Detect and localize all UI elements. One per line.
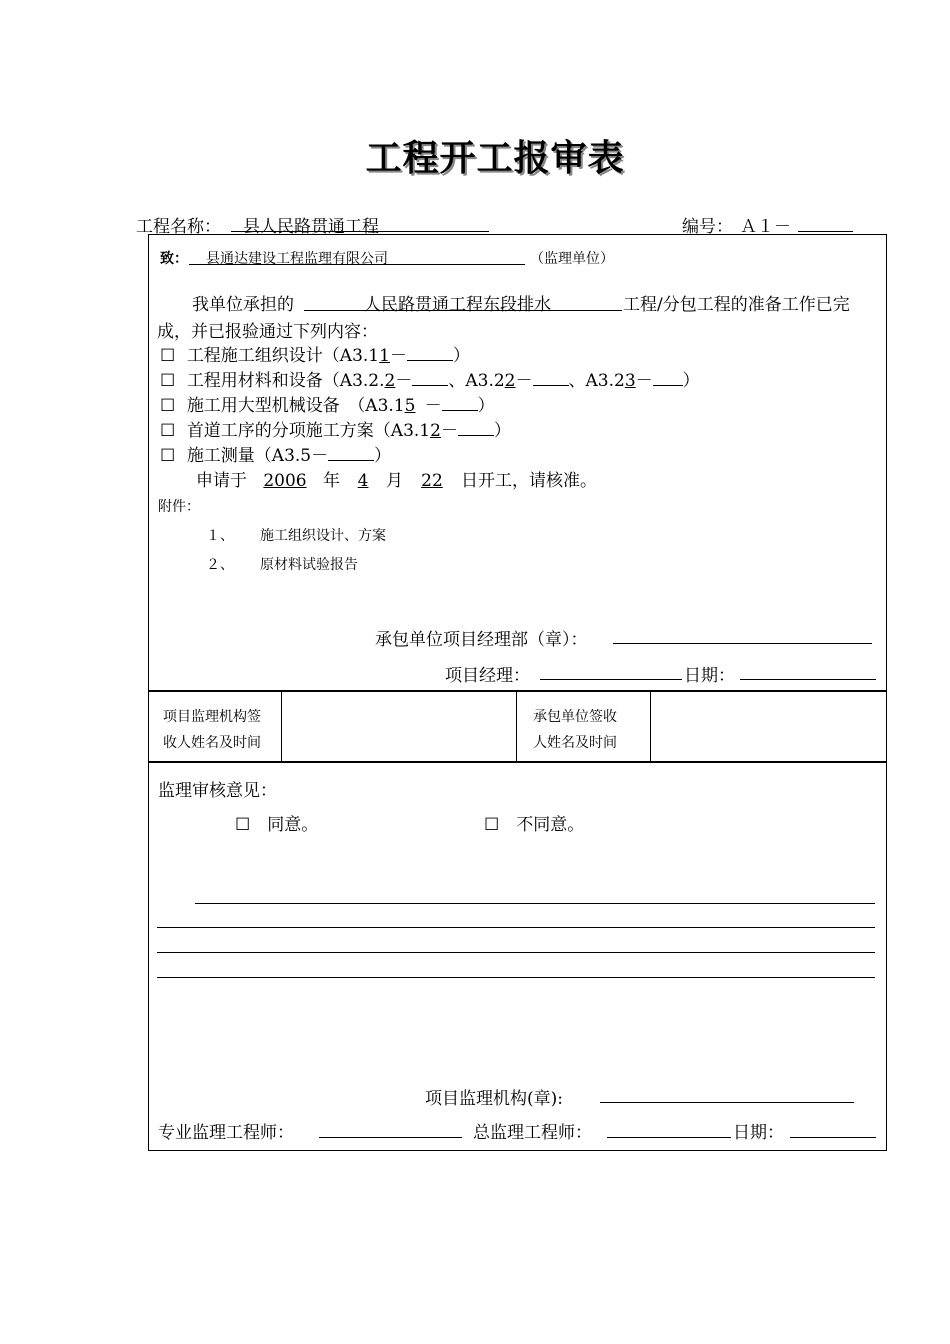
project-name-label: 工程名称： — [136, 217, 221, 237]
agree-option[interactable]: ☐ 同意。 — [235, 815, 319, 835]
apply-line: 申请于 2006 年 4 月 22 日开工，请核准。 — [196, 471, 597, 491]
intro-pre: 我单位承担的 — [192, 295, 294, 315]
checkbox-icon[interactable]: ☐ — [160, 396, 176, 416]
manager-label: 项目经理： — [445, 666, 530, 686]
opinion-line-1[interactable] — [195, 903, 875, 904]
apply-day: 22 — [421, 471, 443, 491]
to-org: 县通达建设工程监理有限公司 — [206, 251, 388, 267]
blank — [533, 371, 569, 386]
sign-right-label-1: 承包单位签收 — [533, 709, 617, 725]
intro-project-underline — [304, 310, 622, 311]
number-label: 编号： — [682, 217, 733, 237]
sign-row — [148, 690, 887, 763]
chief-field[interactable] — [607, 1137, 731, 1138]
blank — [442, 396, 478, 411]
page-title: 工程开工报审表 — [365, 137, 625, 179]
supervision-org-field[interactable] — [600, 1102, 854, 1103]
checkbox-icon[interactable]: ☐ — [160, 421, 176, 441]
intro-line2: 成，并已报验通过下列内容： — [157, 322, 378, 342]
intro-post: 工程/分包工程的准备工作已完 — [623, 295, 850, 315]
contractor-date-field[interactable] — [740, 679, 876, 680]
checkbox-icon[interactable]: ☐ — [160, 346, 176, 366]
sign-divider-3 — [650, 690, 651, 762]
intro-project: 人民路贯通工程东段排水 — [364, 295, 551, 315]
attachment-1-num: １、 — [206, 528, 234, 544]
opinion-line-3[interactable] — [157, 952, 875, 953]
sign-left-label-1: 项目监理机构签 — [163, 709, 261, 725]
checkbox-icon[interactable]: ☐ — [484, 815, 500, 835]
item-2: ☐ 工程用材料和设备（A3.2.2－ 、A3.22－ 、A3.23－ ） — [160, 371, 700, 391]
opinion-line-4[interactable] — [157, 977, 875, 978]
attachments-label: 附件： — [158, 499, 200, 515]
apply-year: 2006 — [263, 471, 307, 491]
apply-month: 4 — [357, 471, 369, 491]
manager-field[interactable] — [540, 679, 682, 680]
item-1: ☐ 工程施工组织设计（A3.11－ ） — [160, 346, 470, 366]
project-name-value: 县人民路贯通工程 — [243, 217, 379, 237]
blank — [653, 371, 683, 386]
blank — [412, 371, 448, 386]
contractor-dept-label: 承包单位项目经理部（章）： — [375, 630, 588, 650]
sign-divider-1 — [281, 690, 282, 762]
number-underline — [798, 231, 853, 232]
opinion-line-2[interactable] — [157, 927, 875, 928]
review-date-field[interactable] — [790, 1137, 876, 1138]
checkbox-icon[interactable]: ☐ — [235, 815, 251, 835]
to-org-underline — [189, 264, 525, 265]
attachment-1-text: 施工组织设计、方案 — [260, 528, 386, 544]
disagree-option[interactable]: ☐ 不同意。 — [484, 815, 585, 835]
item-4: ☐ 首道工序的分项施工方案（A3.12－ ） — [160, 421, 511, 441]
engineer-label: 专业监理工程师： — [158, 1123, 294, 1143]
to-suffix: （监理单位） — [530, 251, 614, 267]
blank — [328, 446, 374, 461]
review-label: 监理审核意见： — [158, 781, 277, 801]
attachment-2-text: 原材料试验报告 — [260, 557, 358, 573]
sign-right-label-2: 人姓名及时间 — [533, 735, 617, 751]
chief-label: 总监理工程师： — [473, 1123, 592, 1143]
project-name-underline — [231, 231, 489, 232]
checkbox-icon[interactable]: ☐ — [160, 371, 176, 391]
sign-divider-2 — [516, 690, 517, 762]
number-prefix: Ａ１－ — [740, 217, 791, 237]
sign-left-label-2: 收人姓名及时间 — [163, 735, 261, 751]
supervision-org-label: 项目监理机构(章): — [425, 1089, 563, 1109]
item-3: ☐ 施工用大型机械设备 （A3.15 － ） — [160, 396, 495, 416]
blank — [407, 346, 453, 361]
contractor-date-label: 日期： — [684, 666, 735, 686]
contractor-dept-field[interactable] — [613, 643, 872, 644]
attachment-2-num: ２、 — [206, 557, 234, 573]
review-date-label: 日期： — [733, 1123, 784, 1143]
engineer-field[interactable] — [319, 1137, 462, 1138]
checkbox-icon[interactable]: ☐ — [160, 446, 176, 466]
item-5: ☐ 施工测量（A3.5－ ） — [160, 446, 392, 466]
blank — [458, 421, 494, 436]
to-label: 致： — [160, 251, 188, 267]
